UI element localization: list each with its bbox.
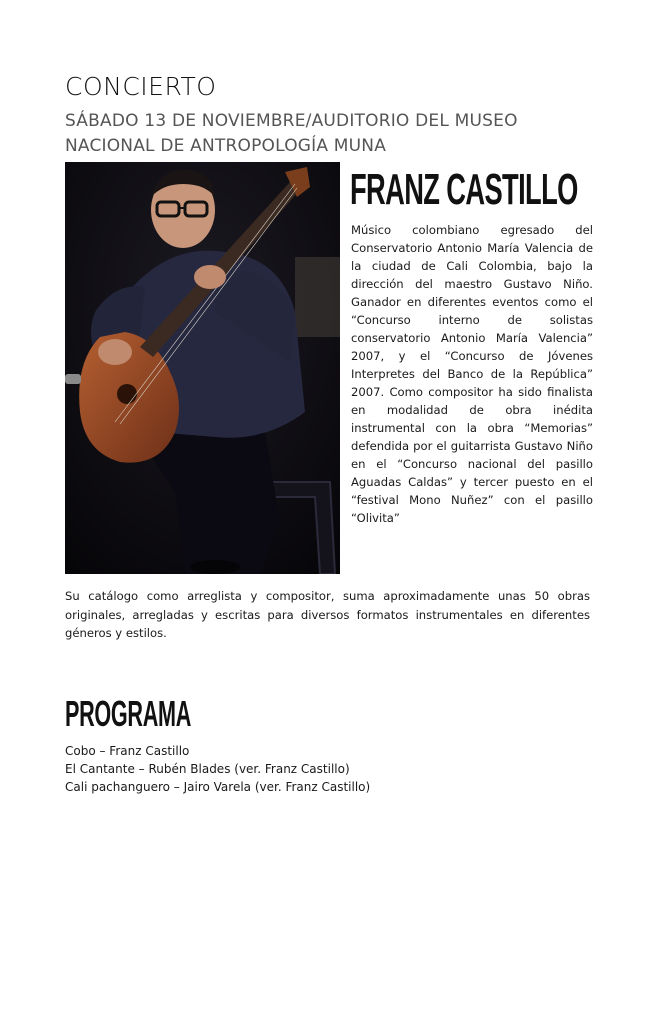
- backdrop-panel: [295, 257, 340, 337]
- event-subtitle: SÁBADO 13 DE NOVIEMBRE/AUDITORIO DEL MUSEO NACIONAL DE ANTROPOLOGÍA MUNA: [65, 111, 518, 156]
- program-title: PROGRAMA: [65, 693, 191, 734]
- artist-catalog: Su catálogo como arreglista y compositor, suma aproximadamente unas 50 obras originales, arregladas y escritas para diversos formatos instrumentales en diferentes géneros y estilos.: [65, 589, 590, 640]
- program-item: El Cantante – Rubén Blades (ver. Franz Castillo): [65, 762, 350, 776]
- artist-bio: Músico colombiano egresado del Conservatorio Antonio María Valencia de la ciudad de Cali Colombia, bajo la dirección del maestro Gustavo Niño. Ganador en diferentes eventos como el “Concurso interno de solistas conservatorio Antonio María Valencia” 2007, y el “Concurso de Jóvenes Interpretes del Banco de la República” 2007. Como compositor ha sido finalista en modalidad de obra inédita instrumental con la obra “Memorias” defendida por el guitarrista Gustavo Niño en el “Concurso nacional del pasillo Aguadas Caldas” y tercer puesto en el “festival Mono Nuñez” con el pasillo “Olivita”: [351, 223, 593, 525]
- artist-photo: [65, 162, 340, 574]
- program-list: [65, 742, 370, 796]
- program-item: Cobo – Franz Castillo: [65, 744, 190, 758]
- right-hand: [98, 339, 132, 365]
- left-hand: [194, 265, 226, 289]
- microphone: [65, 374, 81, 384]
- event-title: CONCIERTO: [65, 72, 217, 101]
- artist-name: FRANZ CASTILLO: [350, 165, 578, 214]
- guitarist-illustration: [65, 162, 340, 574]
- program-item: Cali pachanguero – Jairo Varela (ver. Franz Castillo): [65, 780, 371, 794]
